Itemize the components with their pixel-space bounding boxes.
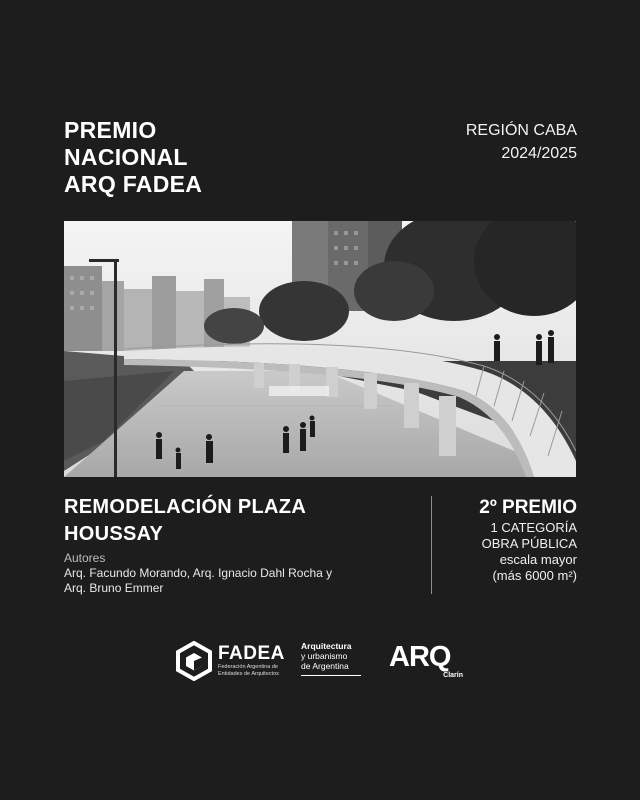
fadea-subtitle-line: Federación Argentina de: [218, 664, 278, 670]
award-title-line: ARQ FADEA: [64, 171, 203, 197]
authors-line: Arq. Facundo Morando, Arq. Ignacio Dahl Rocha y: [64, 566, 333, 580]
arq-wordmark: ARQ: [389, 641, 451, 673]
arquitectura-urbanismo-logo: [301, 641, 363, 681]
fadea-cube-icon: [176, 641, 212, 681]
award-title: [64, 117, 324, 198]
au-logo-line: Arquitectura: [301, 641, 352, 651]
prize-category: 1 CATEGORÍA: [490, 520, 577, 535]
region-label: [466, 119, 577, 165]
award-title-line: NACIONAL: [64, 144, 188, 170]
award-title-line: PREMIO: [64, 117, 157, 143]
authors-list: [64, 566, 384, 596]
arq-clarin-logo: [389, 642, 469, 682]
au-logo-line: de Argentina: [301, 661, 349, 671]
fadea-name: FADEA: [218, 643, 285, 664]
edition-years: 2024/2025: [501, 145, 577, 162]
prize-info: [479, 496, 577, 584]
authors-line: Arq. Bruno Emmer: [64, 581, 164, 595]
authors-label: Autores: [64, 551, 106, 565]
plaza-photo-image: [64, 221, 576, 477]
sponsor-logos: [0, 636, 640, 686]
prize-type: OBRA PÚBLICA: [481, 536, 577, 551]
project-title-line: REMODELACIÓN PLAZA: [64, 496, 307, 518]
au-logo-line: y urbanismo: [301, 651, 348, 661]
fadea-logo: [176, 641, 285, 681]
prize-area: (más 6000 m²): [492, 568, 577, 583]
project-photo: [64, 221, 576, 477]
region-name: REGIÓN CABA: [465, 122, 577, 139]
clarin-label: Clarín: [443, 672, 463, 679]
prize-scale: escala mayor: [499, 552, 577, 567]
vertical-divider: [431, 496, 432, 594]
prize-place: 2º PREMIO: [479, 497, 577, 518]
project-title-line: HOUSSAY: [64, 523, 164, 545]
fadea-subtitle-line: Entidades de Arquitectos: [218, 671, 279, 677]
au-logo-underline: [301, 675, 361, 676]
project-title: [64, 494, 384, 548]
